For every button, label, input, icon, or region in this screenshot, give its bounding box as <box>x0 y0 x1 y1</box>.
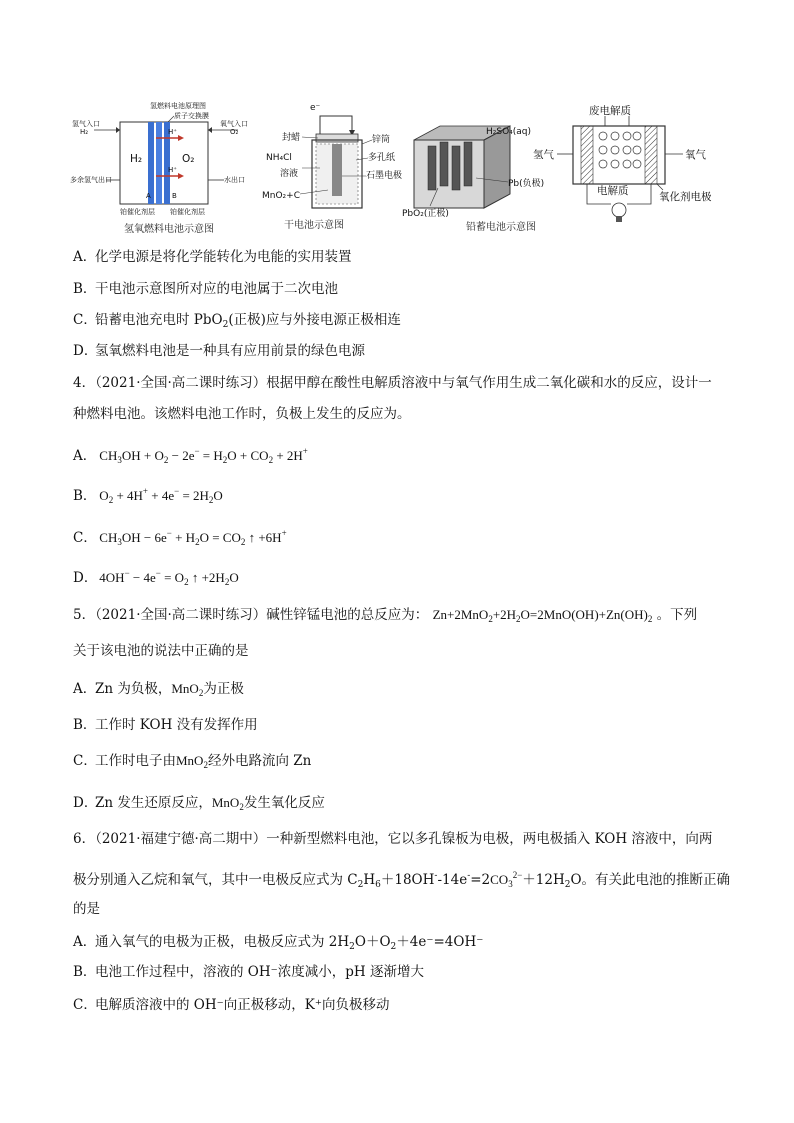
q6-stem-line2: 极分别通入乙烷和氧气，其中一电极反应式为 $C_2H_6+18OH^--14e^-=2CO_3^{2-}+12H_2O$。有关此电池的推断正确 <box>73 870 731 890</box>
fuel-cell-diagram <box>70 100 260 218</box>
fuel-cell-water-outlet: 水出口 <box>224 176 245 184</box>
q4-equation-d: $4OH^- - 4e^- = O_2$ ↑ $+2H_2O$ <box>99 568 239 587</box>
lead-cell-pb: Pb(负极) <box>508 179 545 189</box>
fuel-cell-electrode-a: A <box>146 192 151 200</box>
dry-cell-electron: e⁻ <box>310 103 321 113</box>
dry-cell-wax: 封蜡 <box>282 133 301 143</box>
generic-fuel-cell-diagram <box>525 100 725 228</box>
dry-cell-nh4cl: NH₄Cl <box>266 153 292 163</box>
q3-option-d: D．氢氧燃料电池是一种具有应用前景的绿色电源 <box>73 343 365 359</box>
q6-stem-line3: 的是 <box>73 901 100 917</box>
q5-stem-line1: 5．（2021·全国·高二课时练习）碱性锌锰电池的总反应为： $Zn+2MnO_2+2H_2O=2MnO(OH)+Zn(OH)_2$ 。下列 <box>73 607 698 624</box>
q5-stem-line2: 关于该电池的说法中正确的是 <box>73 643 249 659</box>
q4-equation-b: $O_2 + 4H^+ + 4e^- = 2H_2O$ <box>99 486 223 505</box>
dry-cell-zinc: 锌筒 <box>372 135 391 145</box>
dry-cell-diagram <box>260 100 410 218</box>
q4-stem-line2: 种燃料电池。该燃料电池工作时，负极上发生的反应为。 <box>73 406 411 422</box>
fuel-cell-electrode-b: B <box>172 192 177 200</box>
q4-option-c: C． $CH_3OH - 6e^- + H_2O = CO_2$ ↑ +6H+ <box>73 528 287 547</box>
q4-option-b: B． $O_2 + 4H^+ + 4e^- = 2H_2O$ <box>73 486 223 505</box>
q6-option-b: B．电池工作过程中，溶液的 OH⁻浓度减小，pH 逐渐增大 <box>73 964 424 980</box>
q5-option-a: A．Zn 为负极，MnO$_2$为正极 <box>73 681 244 698</box>
q4-option-a: A． $CH_3OH + O_2 - 2e^- = H_2O + CO_2 + 2H^+$ <box>73 446 308 465</box>
q3-option-c: C．铅蓄电池充电时 PbO$_2$(正极)应与外接电源正极相连 <box>73 312 401 330</box>
fuel-cell-h2-inlet-formula: H₂ <box>80 128 89 136</box>
fuel-cell-o2: O₂ <box>182 153 195 165</box>
fuel-cell-catalyst-right: 铂催化剂层 <box>170 208 205 216</box>
fuel-cell-o2-inlet-formula: O₂ <box>230 128 239 136</box>
q3-option-a: A．化学电源是将化学能转化为电能的实用装置 <box>73 249 352 265</box>
other-cell-oxygen: 氧气 <box>685 149 706 161</box>
q4-equation-a: $CH_3OH + O_2 - 2e^- = H_2O + CO_2 + 2H^+$ <box>99 446 308 465</box>
fuel-cell-h2-inlet: 氢气入口 <box>72 120 100 128</box>
q5-option-d: D．Zn 发生还原反应，MnO$_2$发生氧化反应 <box>73 795 325 812</box>
q4-equation-c: $CH_3OH - 6e^- + H_2O = CO_2$ ↑ +6H+ <box>99 528 287 547</box>
q6-stem-line1: 6．（2021·福建宁德·高二期中）一种新型燃料电池，它以多孔镍板为电极，两电极插入 KOH 溶液中，向两 <box>73 831 713 847</box>
dry-cell-graphite: 石墨电极 <box>366 171 403 181</box>
other-cell-oxidant-electrode: 氧化剂电极 <box>659 191 712 203</box>
fuel-cell-excess-h2: 多余氢气出口 <box>70 176 112 184</box>
lead-cell-acid: H₂SO₄(aq) <box>486 127 532 137</box>
q5-option-c: C．工作时电子由MnO$_2$经外电路流向 Zn <box>73 753 312 770</box>
lead-cell-caption: 铅蓄电池示意图 <box>466 222 536 233</box>
fuel-cell-membrane-label: 质子交换膜 <box>174 112 209 120</box>
fuel-cell-catalyst-left: 铂催化剂层 <box>120 208 155 216</box>
lead-cell-pbo2: PbO₂(正极) <box>402 209 449 218</box>
fuel-cell-hplus-top: H⁺ <box>168 128 177 136</box>
q5-total-reaction: $Zn+2MnO_2+2H_2O=2MnO(OH)+Zn(OH)_2$ <box>432 607 653 624</box>
other-cell-hydrogen: 氢气 <box>533 149 554 161</box>
other-cell-electrolyte: 电解质 <box>597 185 629 197</box>
dry-cell-paper: 多孔纸 <box>368 153 396 163</box>
battery-figures <box>70 100 730 235</box>
q4-stem-line1: 4．（2021·全国·高二课时练习）根据甲醇在酸性电解质溶液中与氧气作用生成二氧化碳和水的反应，设计一 <box>73 375 712 391</box>
dry-cell-mno2c: MnO₂+C <box>262 191 300 201</box>
fuel-cell-hplus-bottom: H⁺ <box>168 166 177 174</box>
fuel-cell-o2-inlet: 氧气入口 <box>220 120 248 128</box>
q6-option-c: C．电解质溶液中的 OH⁻向正极移动，K⁺向负极移动 <box>73 997 390 1013</box>
fuel-cell-top-title: 氢燃料电池原理图 <box>150 102 206 110</box>
q5-option-b: B．工作时 KOH 没有发挥作用 <box>73 717 258 733</box>
other-cell-waste-electrolyte: 废电解质 <box>589 105 631 117</box>
dry-cell-solution: 溶液 <box>280 169 299 179</box>
fuel-cell-caption: 氢氧燃料电池示意图 <box>124 224 214 235</box>
dry-cell-caption: 干电池示意图 <box>284 220 344 231</box>
q3-option-b: B．干电池示意图所对应的电池属于二次电池 <box>73 281 338 297</box>
q4-option-d: D． $4OH^- - 4e^- = O_2$ ↑ $+2H_2O$ <box>73 568 239 587</box>
q6-option-a: A．通入氧气的电极为正极，电极反应式为 $2H_2O+O_2+4e^-=4OH^-$ <box>73 934 484 952</box>
fuel-cell-h2: H₂ <box>130 153 143 165</box>
